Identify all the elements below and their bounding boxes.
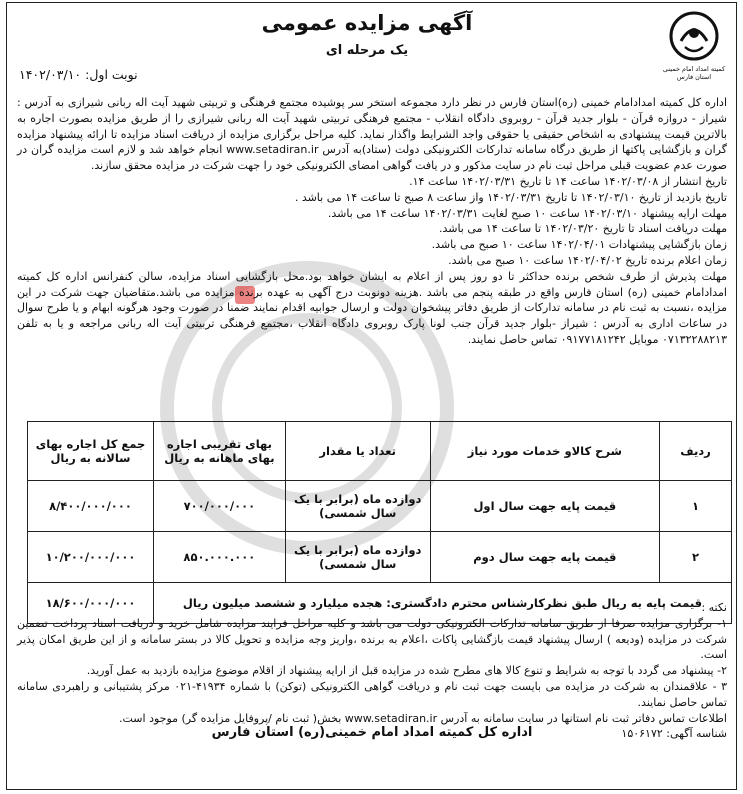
- round-date: نوبت اول: ۱۴۰۲/۰۳/۱۰: [19, 67, 138, 82]
- price-table: [27, 421, 732, 624]
- table-header-row: [28, 422, 732, 481]
- total-value: ۱۸/۶۰۰/۰۰۰/۰۰۰: [28, 583, 154, 624]
- notice-body: [17, 95, 727, 348]
- row-monthly-rent: ۷۰۰/۰۰۰/۰۰۰: [153, 481, 285, 532]
- emblem-icon: [667, 11, 721, 61]
- row-annual-total: ۸/۴۰۰/۰۰۰/۰۰۰: [28, 481, 154, 532]
- publish-date: تاریخ انتشار از ۱۴۰۲/۰۳/۰۸ ساعت ۱۴ تا تاریخ ۱۴۰۲/۰۳/۳۱ ساعت ۱۴.: [409, 174, 727, 188]
- organization-logo: [661, 11, 727, 81]
- row-annual-total: ۱۰/۲۰۰/۰۰۰/۰۰۰: [28, 532, 154, 583]
- note-item: ۲- پیشنهاد می گردد با توجه به شرایط و تنوع کالا های مطرح شده در مزایده قبل از ارایه پیشنهاد از اقلام موضوع مزایده بازدید به عمل آورید.: [86, 664, 727, 678]
- row-quantity: دوازده ماه (برابر با یک سال شمسی): [285, 481, 430, 532]
- logo-caption: کمیته امداد امام خمینی: [662, 65, 726, 73]
- page-title: آگهی مزایده عمومی: [261, 11, 473, 35]
- note-item: ۳ - علاقمندان به شرکت در مزایده می بایست جهت ثبت نام و دریافت گواهی الکترونیکی (توکن) با شماره ۴۱۹۳۴-۰۲۱ مرکز پشتیبانی و راهبردی سامانه تماس حاصل نمایند.: [17, 679, 727, 709]
- row-description: قیمت پایه جهت سال اول: [430, 481, 660, 532]
- visit-date: تاریخ بازدید از تاریخ ۱۴۰۲/۰۳/۱۰ تا تاریخ ۱۴۰۲/۰۳/۳۱ واز ساعت ۸ صبح تا ساعت ۱۴ می باشد .: [294, 190, 727, 204]
- table-row: [28, 532, 732, 583]
- header-annual-total: جمع کل اجاره بهای سالانه به ریال: [28, 422, 154, 481]
- winner-announcement: زمان اعلام برنده تاریخ ۱۴۰۲/۰۴/۰۲ ساعت ۱۰ صبح می باشد.: [448, 253, 727, 267]
- row-number: ۱: [660, 481, 732, 532]
- intro-paragraph: اداره کل کمیته امدادامام خمینی (ره)استان فارس در نظر دارد مجموعه استخر سر پوشیده مجتمع فرهنگی و تربیتی شهید آیت اله ربانی شیرازی به آدرس : شیراز - دروازه قرآن - بلوار جدید قرآن - روبروی دادگاه انقلاب - مجتمع فرهنگی تربیتی شهید آیت اله ربانی شیرازی را از طریق مزایده بصورت اجاره به بالاترین قیمت پیشنهادی به اشخاص حقیقی یا حقوقی واجد الشرایط واگذار نماید. کلیه مراحل برگزاری مزایده از دریافت اسناد مزایده تا ارائه پیشنهاد مزایده گران و بازگشایی پاکتها از طریق درگاه سامانه تدارکات الکترونیکی دولت (ستاد)به آدرس www.setadiran.ir انجام خواهد شد و لازم است مزایده گران در صورت عدم عضویت قبلی مراحل ثبت نام در سایت مذکور و در یافت گواهی امضای الکترونیکی خود را جهت شرکت در مزایده محقق سازند.: [17, 96, 727, 173]
- table-row: [28, 481, 732, 532]
- notice-id: شناسه آگهی: ۱۵۰۶۱۷۲: [621, 727, 727, 741]
- header-quantity: تعداد یا مقدار: [285, 422, 430, 481]
- logo-caption-province: استان فارس: [676, 73, 712, 81]
- notice-page: [6, 2, 737, 790]
- row-description: قیمت پایه جهت سال دوم: [430, 532, 660, 583]
- note-item: ۱- برگزاری مزایده صرفا از طریق سامانه تدارکات الکترونیکی دولت می باشد و کلیه مراحل فرایند مزایده شامل خرید و دریافت اسناد پرداخت تضمین شرکت در مزایده (ودیعه ) ارسال پیشنهاد قیمت بازگشایی پاکات ،اعلام به برنده ،واریز وجه مزایده و تحویل کالا در بستر سامانه و از این طریق امکان پذیر است.: [17, 616, 727, 662]
- note-item: اطلاعات تماس دفاتر ثبت نام استانها در سایت سامانه به آدرس www.setadiran.ir بخش( ثبت نام /پروفایل مزایده گر) موجود است.: [119, 711, 727, 725]
- issuer-signature: اداره کل کمیته امداد امام خمینی(ره) استان فارس: [211, 725, 533, 740]
- offer-deadline: مهلت ارایه پیشنهاد ۱۴۰۲/۰۳/۱۰ ساعت ۱۰ صبح لغایت ۱۴۰۲/۰۳/۳۱ ساعت ۱۴ می باشد.: [327, 206, 727, 220]
- total-label: قیمت پایه به ریال طبق نظرکارشناس محترم دادگستری: هجده میلیارد و ششصد میلیون ریال: [153, 583, 731, 624]
- row-quantity: دوازده ماه (برابر با یک سال شمسی): [285, 532, 430, 583]
- notes-section: [17, 600, 727, 742]
- documents-deadline: مهلت دریافت اسناد تا تاریخ ۱۴۰۲/۰۳/۲۰ تا ساعت ۱۴ می باشد.: [438, 222, 727, 236]
- row-number: ۲: [660, 532, 732, 583]
- notes-heading: نکته :: [701, 601, 727, 614]
- header-row-number: ردیف: [660, 422, 732, 481]
- header-monthly-rent: بهای تقریبی اجاره بهای ماهانه به ریال: [153, 422, 285, 481]
- page-subtitle: یک مرحله ای: [325, 43, 409, 58]
- header-description: شرح کالاو خدمات مورد نیاز: [430, 422, 660, 481]
- terms-paragraph: مهلت پذیرش از طرف شخص برنده حداکثر تا دو روز پس از اعلام به ایشان خواهد بود.محل بازگشایی اسناد مزایده، سالن کنفرانس اداره کل کمیته امدادامام خمینی (ره) استان فارس واقع در طبقه پنجم می باشد .هزینه دونوبت درج آگهی به عهده برنده مزایده می باشد.متقاضیان جهت شرکت در این مزایده ،نسبت به ثبت نام در سامانه تدارکات از طریق دفاتر پیشخوان دولت و ارسال جوابیه اقدام نمایند ضمنا در صورت وجود هرگونه ابهام و یا طرح سوال در ساعات اداری به آدرس : شیراز -بلوار جدید قرآن جنب لونا پارک روبروی دادگاه انقلاب ،مجتمع فرهنگی تربیتی آیت اله ربانی مراجعه و یا به تلفن ۰۷۱۳۲۲۸۸۲۱۳ موبایل ۰۹۱۷۷۱۸۱۲۴۲ تماس حاصل نمایند.: [17, 269, 727, 346]
- opening-time: زمان بازگشایی پیشنهادات ۱۴۰۲/۰۴/۰۱ ساعت ۱۰ صبح می باشد.: [431, 238, 727, 252]
- row-monthly-rent: ۸۵۰.۰۰۰.۰۰۰: [153, 532, 285, 583]
